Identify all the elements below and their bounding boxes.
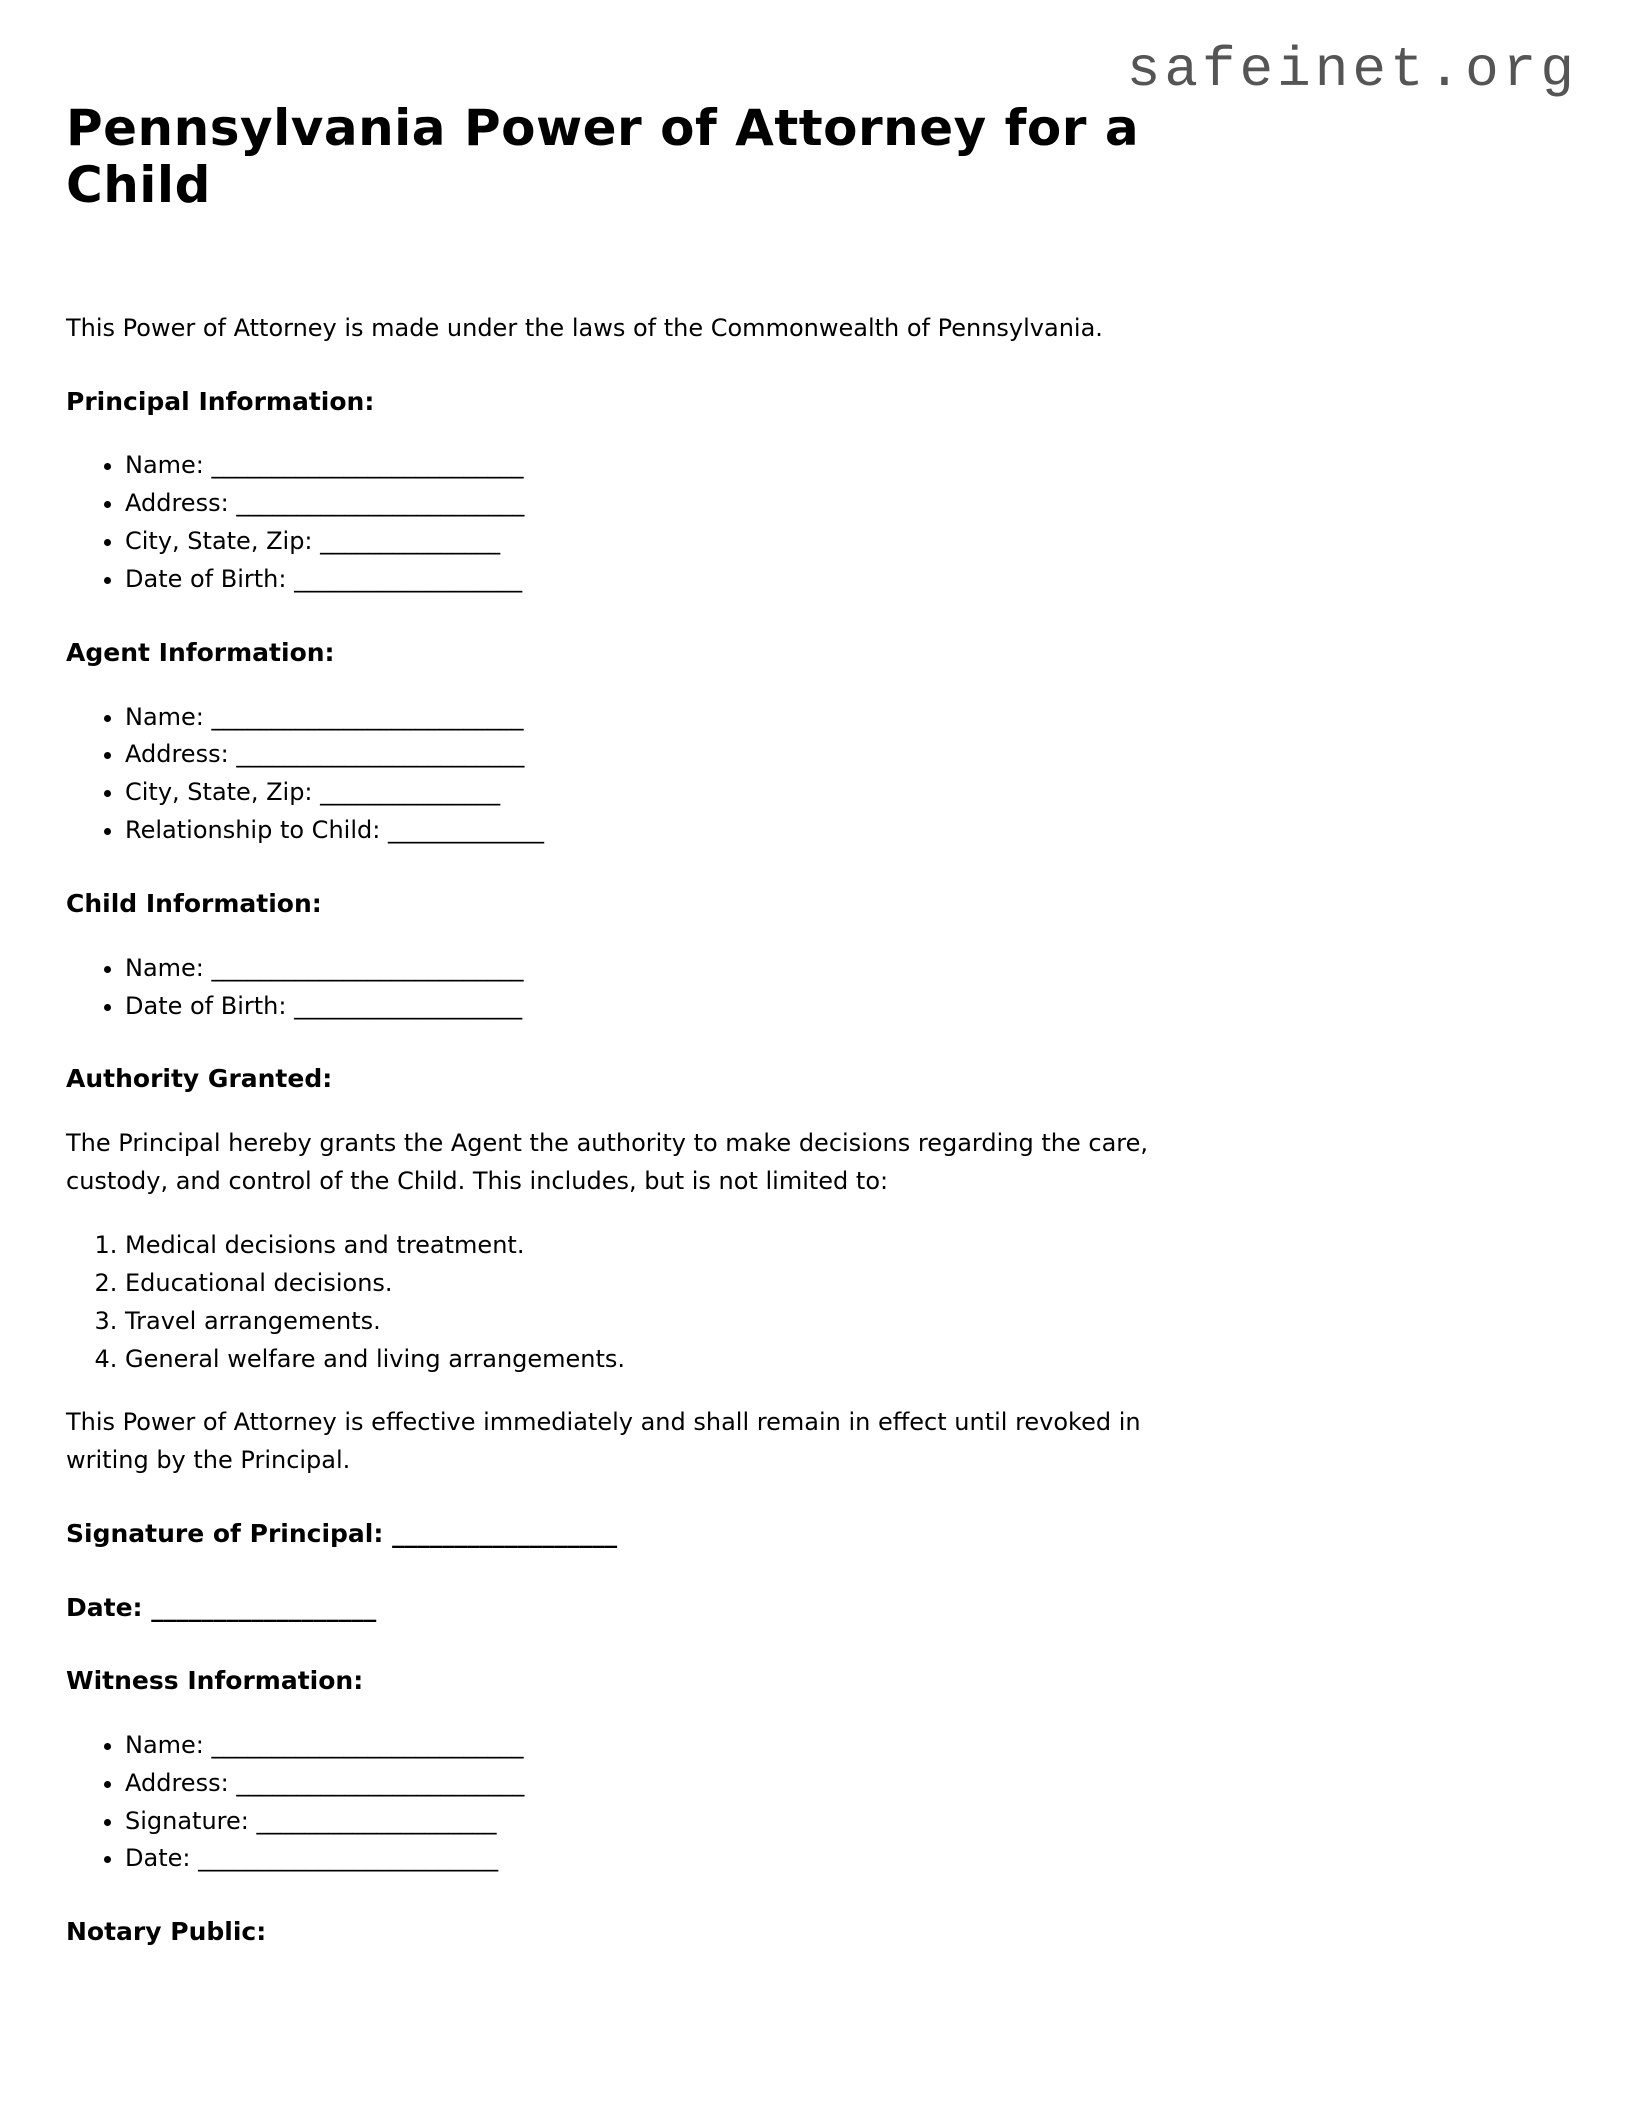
field-row-witness-address	[125, 1765, 1226, 1803]
field-row-agent-relationship	[125, 812, 1226, 850]
site-logo: safeinet.org	[1126, 38, 1578, 102]
field-label: Date of Birth:	[125, 991, 287, 1020]
witness-fields-list	[66, 1727, 1226, 1879]
field-label: Address:	[125, 489, 229, 518]
field-label: Name:	[125, 451, 204, 480]
section-heading-notary: Notary Public:	[66, 1917, 267, 1947]
field-label: Date:	[125, 1844, 191, 1873]
authority-list	[66, 1227, 1226, 1379]
field-row-witness-name	[125, 1727, 1226, 1765]
signature-blank: __________________	[392, 1519, 618, 1549]
field-blank: ________________________	[236, 489, 525, 518]
page-title: Pennsylvania Power of Attorney for a Child	[66, 99, 1140, 214]
section-heading-agent: Agent Information:	[66, 638, 335, 668]
field-label: City, State, Zip:	[125, 527, 313, 556]
document-body	[66, 100, 1226, 1952]
intro-paragraph: This Power of Attorney is made under the laws of the Commonwealth of Pennsylvania.	[66, 314, 1103, 342]
field-blank: _____________	[387, 816, 544, 845]
agent-fields-list	[66, 699, 1226, 851]
authority-item-travel: 3. Travel arrangements.	[125, 1303, 1226, 1341]
field-blank: ___________________	[294, 991, 523, 1020]
principal-fields-list	[66, 447, 1226, 599]
field-label: Address:	[125, 1768, 229, 1797]
field-row-principal-dob	[125, 561, 1226, 599]
field-label: Name:	[125, 1730, 204, 1759]
signature-label: Signature of Principal:	[66, 1519, 384, 1549]
field-row-witness-date	[125, 1840, 1226, 1878]
field-blank: _______________	[320, 527, 501, 556]
field-blank: _______________	[320, 778, 501, 807]
field-blank: __________________________	[211, 702, 524, 731]
field-row-child-name	[125, 950, 1226, 988]
date-label: Date:	[66, 1592, 143, 1622]
effective-paragraph: This Power of Attorney is effective immediately and shall remain in effect until revoked in writing by the Principal.	[66, 1408, 1141, 1475]
field-label: Address:	[125, 740, 229, 769]
section-heading-principal: Principal Information:	[66, 386, 375, 416]
field-row-principal-address	[125, 485, 1226, 523]
authority-item-welfare: 4. General welfare and living arrangements.	[125, 1341, 1226, 1379]
field-label: Date of Birth:	[125, 565, 287, 594]
section-heading-authority: Authority Granted:	[66, 1064, 333, 1094]
section-heading-child: Child Information:	[66, 889, 322, 919]
date-blank: __________________	[151, 1592, 377, 1622]
field-label: Name:	[125, 953, 204, 982]
field-row-principal-name	[125, 447, 1226, 485]
authority-item-medical: 1. Medical decisions and treatment.	[125, 1227, 1226, 1265]
field-blank: ____________________	[256, 1806, 497, 1835]
field-row-child-dob	[125, 988, 1226, 1026]
child-fields-list	[66, 950, 1226, 1026]
signature-of-principal-line	[66, 1514, 1226, 1554]
authority-paragraph: The Principal hereby grants the Agent the authority to make decisions regarding the care, custody, and control of the Child. This includes, but is not limited to:	[66, 1128, 1149, 1195]
field-label: Name:	[125, 702, 204, 731]
section-heading-witness: Witness Information:	[66, 1666, 364, 1696]
field-label: Signature:	[125, 1806, 249, 1835]
field-blank: ___________________	[294, 565, 523, 594]
field-row-agent-city-state-zip	[125, 774, 1226, 812]
field-blank: ________________________	[236, 1768, 525, 1797]
field-row-agent-name	[125, 699, 1226, 737]
field-row-agent-address	[125, 736, 1226, 774]
field-blank: __________________________	[211, 451, 524, 480]
authority-item-educational: 2. Educational decisions.	[125, 1265, 1226, 1303]
field-blank: ________________________	[236, 740, 525, 769]
field-blank: __________________________	[211, 1730, 524, 1759]
field-label: Relationship to Child:	[125, 816, 381, 845]
field-blank: __________________________	[211, 953, 524, 982]
field-row-principal-city-state-zip	[125, 523, 1226, 561]
field-row-witness-signature	[125, 1803, 1226, 1841]
field-blank: _________________________	[198, 1844, 499, 1873]
date-line	[66, 1588, 1226, 1628]
field-label: City, State, Zip:	[125, 778, 313, 807]
